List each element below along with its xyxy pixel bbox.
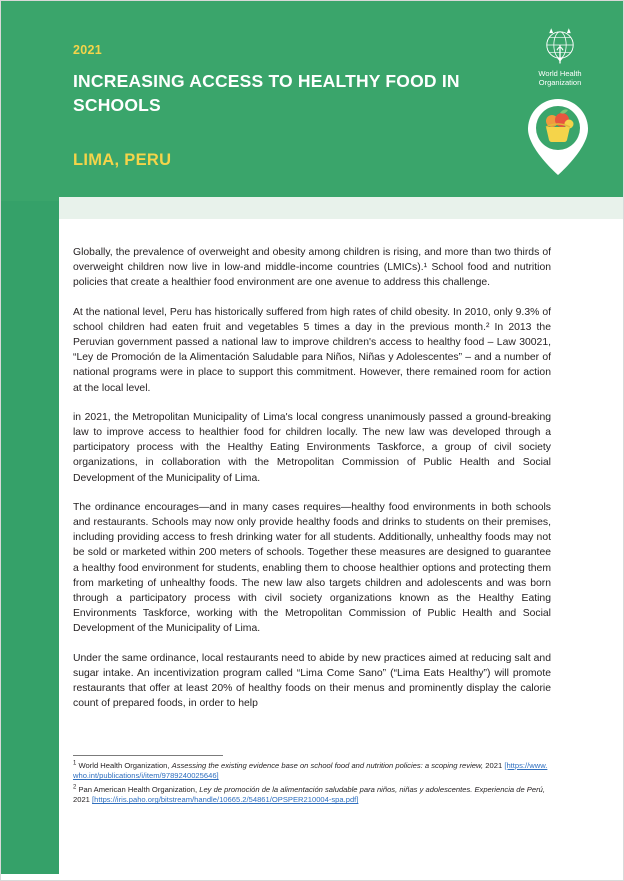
paragraph: in 2021, the Metropolitan Municipality of Lima's local congress unanimously passed a ground-breaking law to improve access to healthier food for children locally. The new law was developed through a participatory process with the Healthy Eating Environments Taskforce, a group of civil society organizations, in collaboration with the Metropolitan Commission of Public Health and Social Development of the Municipality of Lima. (73, 411, 551, 484)
page-title: INCREASING ACCESS TO HEALTHY FOOD IN SCHOOLS (73, 71, 460, 115)
who-logo-line1: World Health (538, 69, 582, 78)
map-pin-with-fruit-basket-icon (527, 97, 589, 177)
bottom-strip (1, 874, 624, 880)
location-subtitle: LIMA, PERU (73, 151, 172, 169)
footnote-organization: World Health Organization, (78, 761, 170, 770)
footnote-divider (73, 755, 223, 756)
footnote-number: 2 (73, 784, 77, 791)
who-logo-line2: Organization (538, 78, 582, 87)
footnotes (73, 755, 551, 809)
header-text-block (73, 1, 543, 197)
document-header (1, 1, 624, 197)
who-logo (517, 23, 603, 87)
footnote-number: 1 (73, 760, 77, 767)
paragraph: Under the same ordinance, local restaurants need to abide by new practices aimed at reducing salt and sugar intake. An incentivization program called “Lima Come Sano” (“Lima Eats Healthy”) will promote restaurants that offer at least 20% of healthy foods on their menus and prominently display the calorie count of prepared foods, in order to help (73, 652, 551, 710)
paragraph: At the national level, Peru has historically suffered from high rates of child obesity. In 2010, only 9.3% of school children had eaten fruit and vegetables 5 times a day in the previous month.² In 2013 the Peruvian government passed a national law to improve children's access to healthy food – Law 30021, “Ley de Promoción de la Alimentación Saludable para Niños, Niñas y Adolescentes” – and a number of national programs were in place to support this commitment. However, there remained room for action at the local level. (73, 306, 551, 394)
footnote-link[interactable]: [https://www.who.int/publications/i/item/9789240025646] (73, 761, 548, 781)
footnote-item (73, 785, 551, 806)
paragraph: The ordinance encourages—and in many cases requires—healthy food environments in both schools and restaurants. Schools may now only provide healthy foods and drinks to students on their premises, including providing access to fresh drinking water for all students. Additionally, unhealthy foods may not be sold or marketed within 200 meters of schools. Together these measures are designed to guarantee a healthy food environment for students, enabling them to choose healthier options and protecting them from marketing of unhealthy foods. The new law also targets children and adolescents and was born through a participatory process with civil society organizations known as the Healthy Eating Environments Taskforce, working with the Metropolitan Commission of Public Health and Social Development of the Municipality of Lima. (73, 501, 551, 635)
body-content (73, 245, 551, 711)
publication-year: 2021 (73, 43, 103, 57)
header-divider-band (59, 197, 624, 219)
who-emblem-icon (538, 23, 582, 67)
footnote-title: Assessing the existing evidence base on school food and nutrition policies: a scoping review, (171, 761, 484, 770)
footnote-item (73, 761, 551, 782)
footnote-organization: Pan American Health Organization, (78, 784, 198, 794)
footnote-year: 2021 (485, 761, 503, 770)
left-green-bar-lower (1, 201, 59, 881)
paragraph: Globally, the prevalence of overweight and obesity among children is rising, and more than two thirds of overweight children now live in low-and middle-income countries (LMICs).¹ School food and nutrition policies that create a healthier food environment are one avenue to address this challenge. (73, 247, 551, 289)
footnote-link[interactable]: [https://iris.paho.org/bitstream/handle/10665.2/54861/OPSPER210004-spa.pdf] (92, 795, 359, 805)
footnote-title: Ley de promoción de la alimentación saludable para niños, niñas y adolescentes. Experiencia de Perú, (199, 784, 545, 794)
footnote-year: 2021 (73, 795, 90, 805)
